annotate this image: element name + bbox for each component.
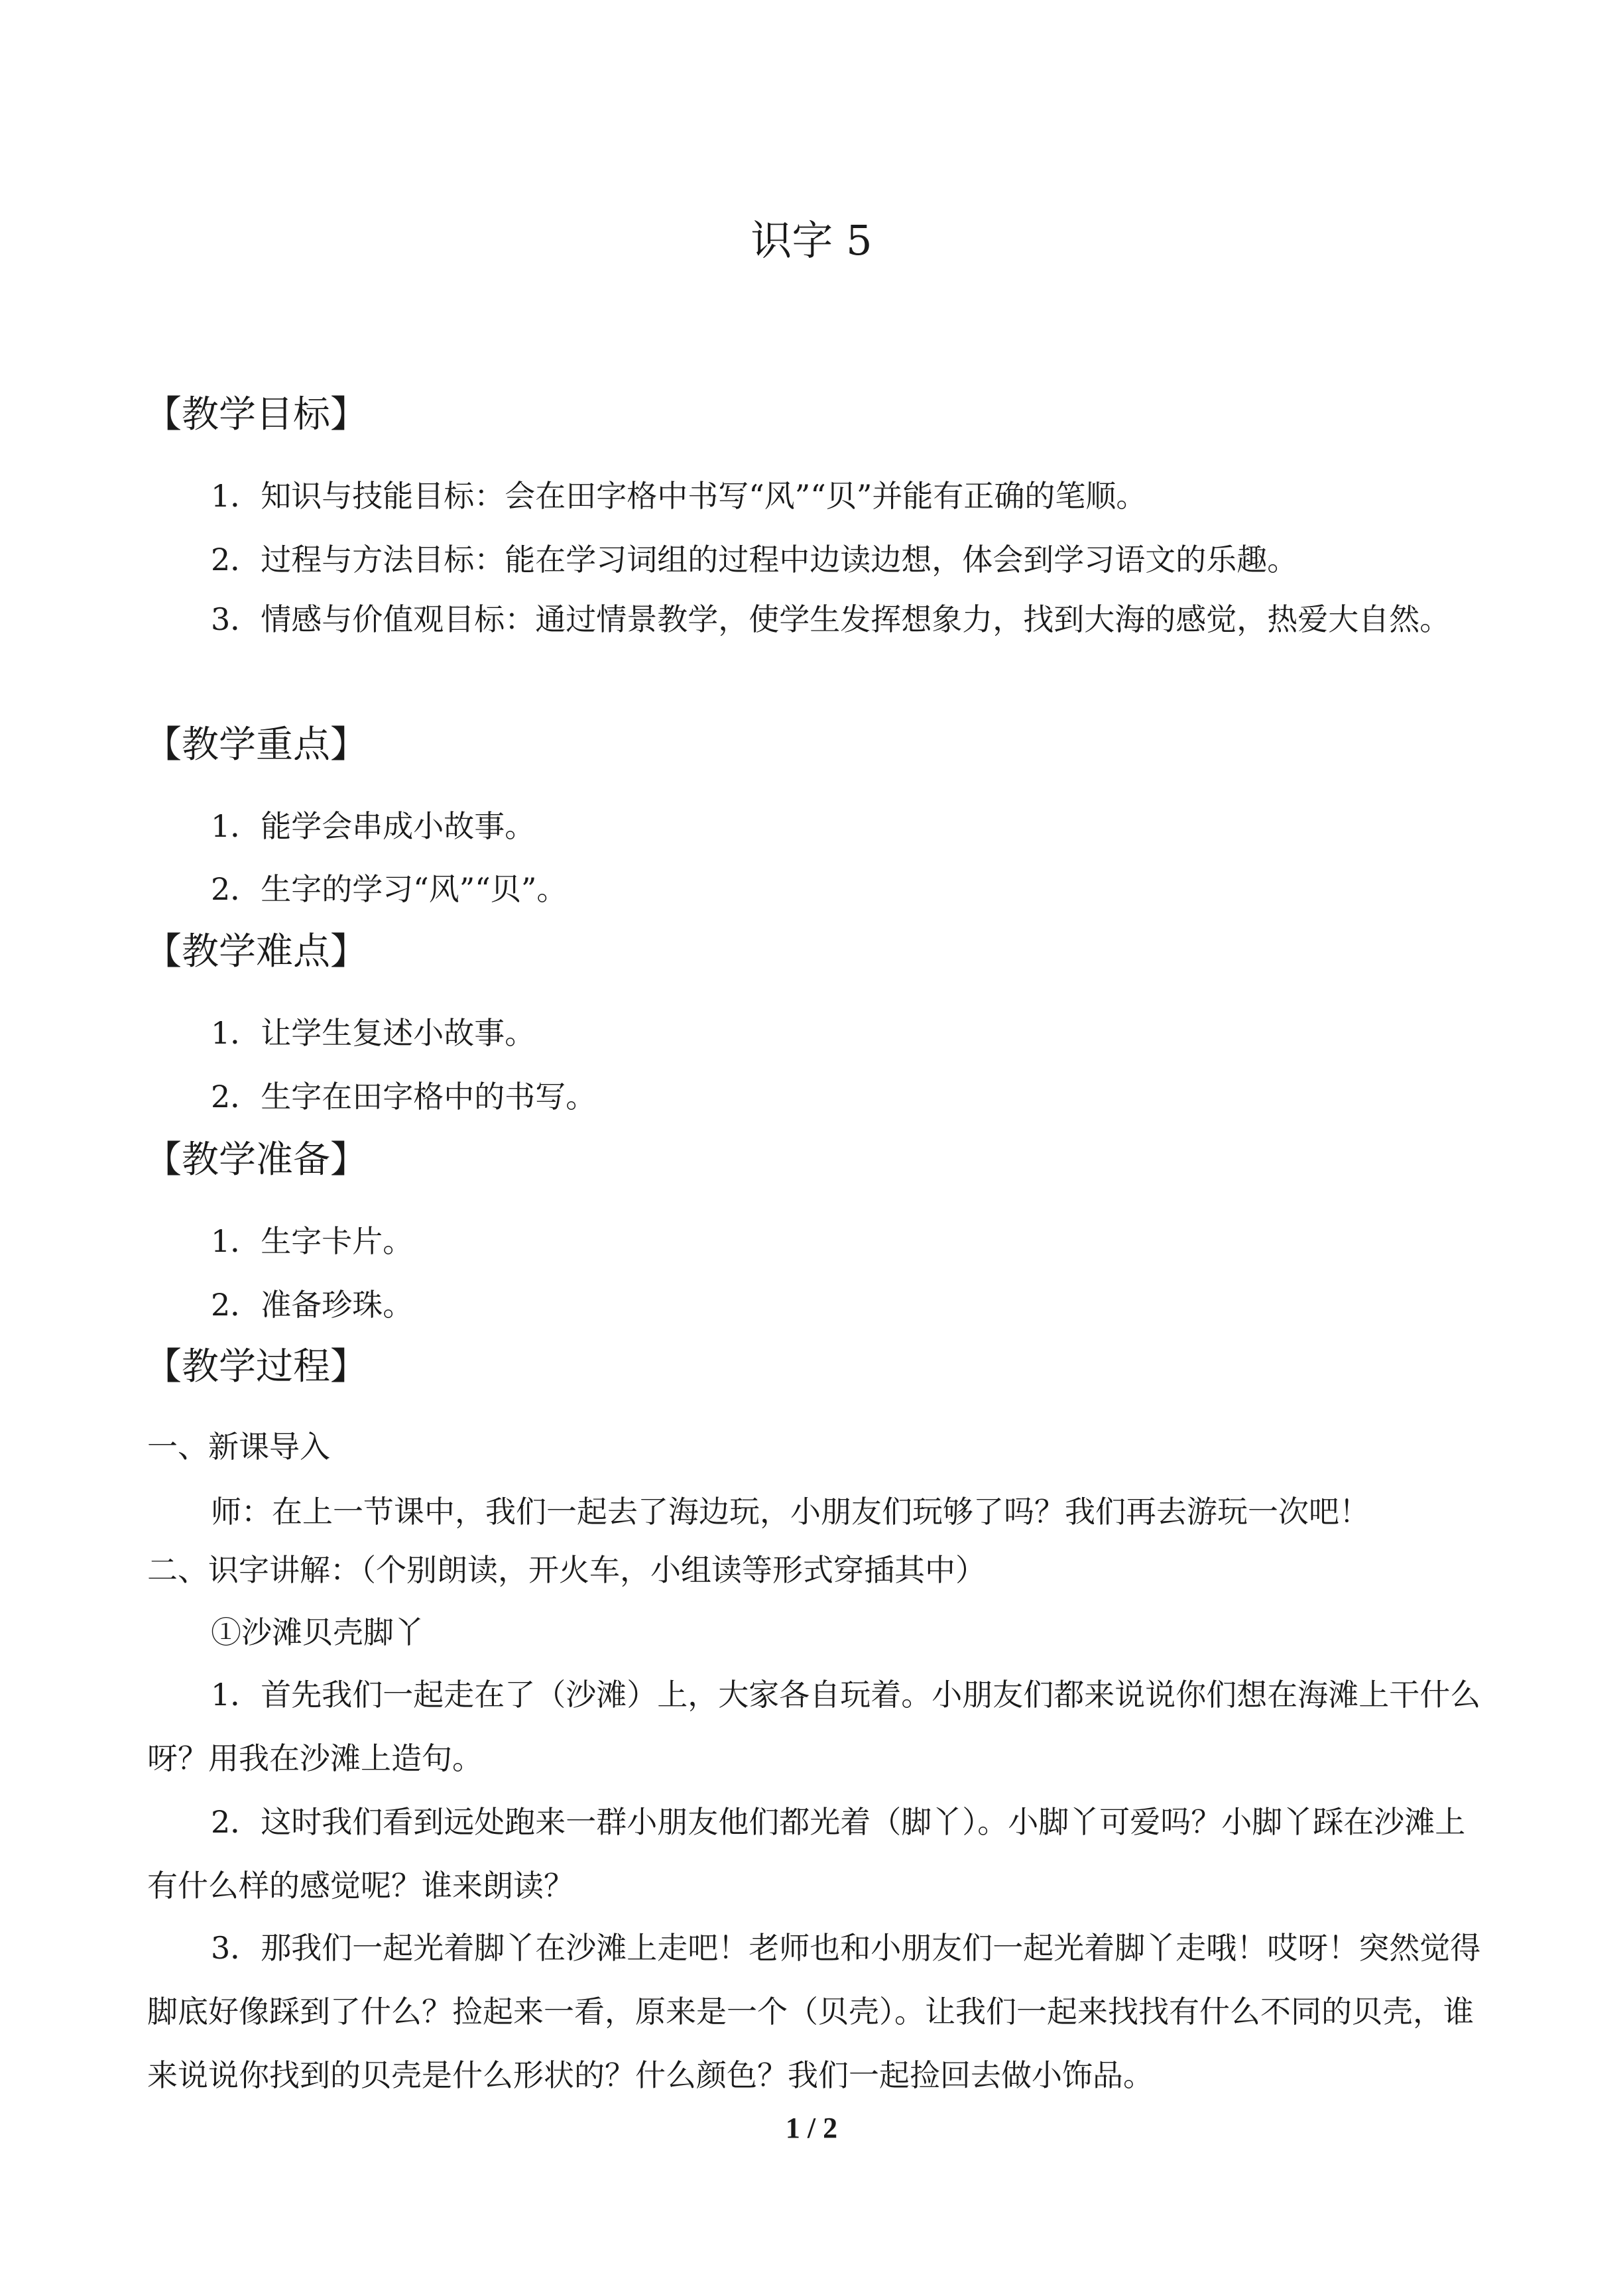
section-heading-process: 【教学过程】 bbox=[145, 1345, 367, 1388]
page-title: 识字 5 bbox=[751, 216, 872, 265]
preparation-item: 2．准备珍珠。 bbox=[211, 1287, 414, 1323]
objective-item: 2．过程与方法目标：能在学习词组的过程中边读边想，体会到学习语文的乐趣。 bbox=[211, 542, 1298, 577]
process-subheading: ①沙滩贝壳脚丫 bbox=[211, 1614, 424, 1650]
section-heading-difficulties: 【教学难点】 bbox=[145, 930, 367, 973]
section-heading-key-points: 【教学重点】 bbox=[145, 723, 367, 766]
objective-item: 3．情感与价值观目标：通过情景教学，使学生发挥想象力，找到大海的感觉，热爱大自然。 bbox=[211, 601, 1451, 637]
objective-item: 1．知识与技能目标：会在田字格中书写“风”“贝”并能有正确的笔顺。 bbox=[211, 478, 1147, 514]
process-part-title: 二、识字讲解：（个别朗读，开火车，小组读等形式穿插其中） bbox=[147, 1552, 986, 1588]
preparation-item: 1．生字卡片。 bbox=[211, 1223, 414, 1259]
key-point-item: 1．能学会串成小故事。 bbox=[211, 808, 536, 844]
process-step: 3．那我们一起光着脚丫在沙滩上走吧！老师也和小朋友们一起光着脚丫走哦！哎呀！突然觉得脚底好像踩到了什么？捡起来一看，原来是一个（贝壳）。让我们一起来找找有什么不同的贝壳，谁来说说你找到的贝壳是什么形状的？什么颜色？我们一起捡回去做小饰品。 bbox=[147, 1930, 1481, 2093]
process-paragraph: 师：在上一节课中，我们一起去了海边玩，小朋友们玩够了吗？我们再去游玩一次吧！ bbox=[211, 1494, 1370, 1530]
difficulty-item: 2．生字在田字格中的书写。 bbox=[211, 1079, 597, 1115]
difficulty-item: 1．让学生复述小故事。 bbox=[211, 1015, 536, 1051]
section-heading-objectives: 【教学目标】 bbox=[145, 393, 367, 436]
page-indicator: 1 / 2 bbox=[785, 2112, 838, 2144]
process-step: 2．这时我们看到远处跑来一群小朋友他们都光着（脚丫）。小脚丫可爱吗？小脚丫踩在沙滩上有什么样的感觉呢？谁来朗读？ bbox=[147, 1804, 1466, 1903]
key-point-item: 2．生字的学习“风”“贝”。 bbox=[211, 871, 568, 907]
section-heading-preparation: 【教学准备】 bbox=[145, 1138, 367, 1181]
process-part-title: 一、新课导入 bbox=[147, 1429, 330, 1465]
process-step: 1．首先我们一起走在了（沙滩）上，大家各自玩着。小朋友们都来说说你们想在海滩上干什么呀？用我在沙滩上造句。 bbox=[147, 1677, 1481, 1776]
